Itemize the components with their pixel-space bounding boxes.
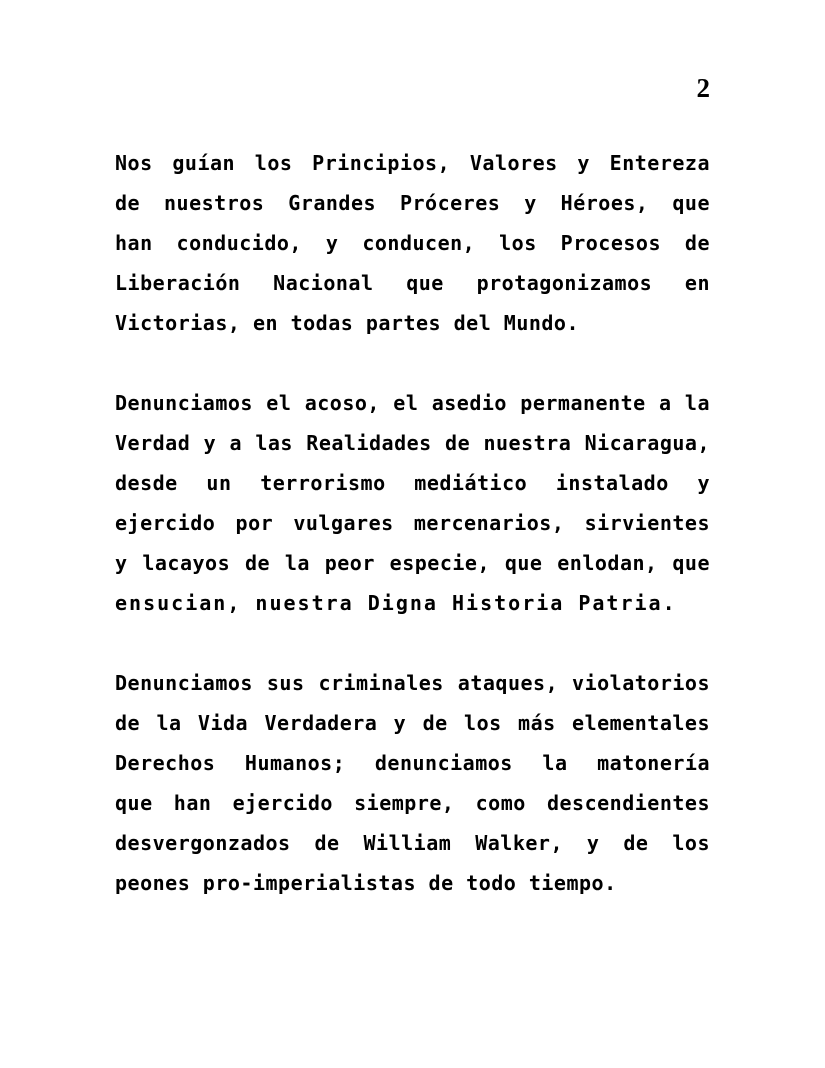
text-line: ejercido por vulgares mercenarios, sirvientes [115, 511, 710, 535]
paragraph-1 [115, 143, 710, 343]
text-line: de la Vida Verdadera y de los más elementales [115, 711, 710, 735]
text-line: ensucian, nuestra Digna Historia Patria. [115, 591, 677, 615]
document-body [115, 143, 710, 903]
text-line: Denunciamos el acoso, el asedio permanente a la [115, 391, 710, 415]
paragraph-3 [115, 663, 710, 903]
text-line: que han ejercido siempre, como descendientes [115, 791, 710, 815]
text-line: han conducido, y conducen, los Procesos de [115, 231, 710, 255]
paragraph-2 [115, 383, 710, 623]
text-line: de nuestros Grandes Próceres y Héroes, que [115, 191, 710, 215]
text-line: Denunciamos sus criminales ataques, violatorios [115, 671, 710, 695]
text-line: peones pro-imperialistas de todo tiempo. [115, 871, 617, 895]
page-number: 2 [696, 73, 710, 103]
text-line: Nos guían los Principios, Valores y Entereza [115, 151, 710, 175]
text-line: Verdad y a las Realidades de nuestra Nicaragua, [115, 431, 710, 455]
text-line: Liberación Nacional que protagonizamos en [115, 271, 710, 295]
text-line: desde un terrorismo mediático instalado y [115, 471, 710, 495]
text-line: Derechos Humanos; denunciamos la matonería [115, 751, 710, 775]
text-line: desvergonzados de William Walker, y de los [115, 831, 710, 855]
text-line: Victorias, en todas partes del Mundo. [115, 311, 580, 335]
text-line: y lacayos de la peor especie, que enlodan, que [115, 551, 710, 575]
